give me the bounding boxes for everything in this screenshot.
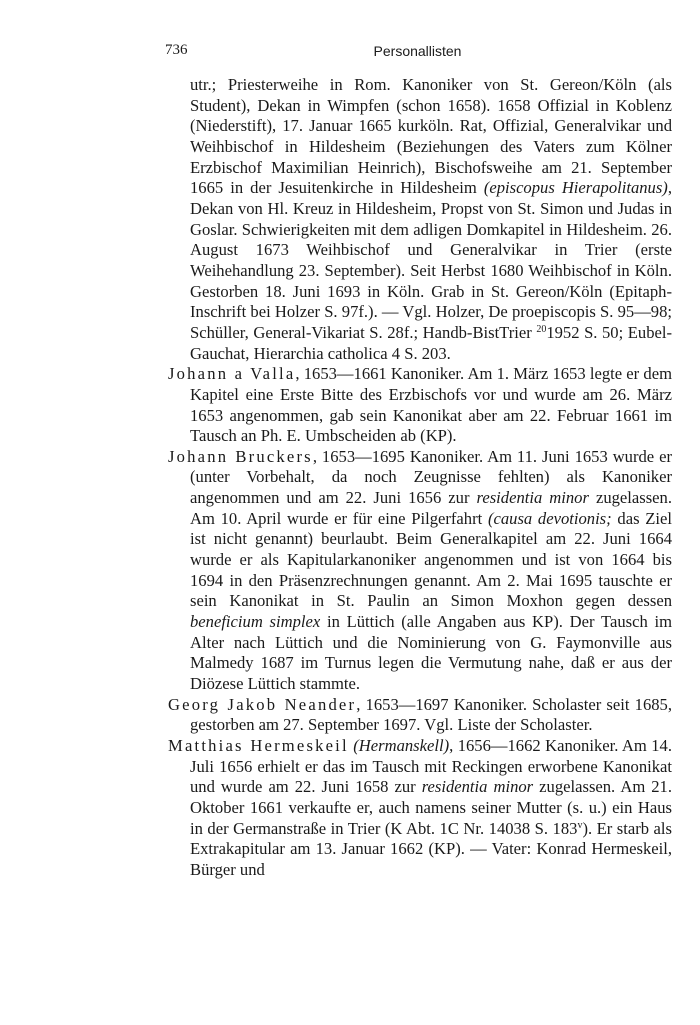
- entry-matthias-hermeskeil: Matthias Hermeskeil (Hermanskell), 1656—1662 Kanoniker. Am 14. Juli 1656 erhielt er das im Tausch mit Reckingen erworbene Kanonikat und wurde am 22. Juni 1658 zur residentia minor zugelassen. Am 21. Oktober 1661 verkaufte er, auch namens seiner Mutter (s. u.) ein Haus in der Germanstraße in Trier (K Abt. 1C Nr. 14038 S. 183$^v$). Er starb als Extrakapitular am 13. Januar 1662 (KP). — Vater: Konrad Hermeskeil, Bürger und: [168, 736, 673, 879]
- person-name: Matthias Hermeskeil: [168, 736, 349, 755]
- body-text: [168, 75, 672, 881]
- person-name: Johann Bruckers: [168, 446, 313, 466]
- running-title: Personallisten: [373, 43, 462, 59]
- entry-johann-a-valla: Johann a Valla, 1653—1661 Kanoniker. Am 1. März 1653 legte er dem Kapitel eine Erste Bitte des Erzbischofs vor und wurde am 26. März 1653 angenommen, gab sein Kanonikat aber am 22. Februar 1661 im Tausch an Ph. E. Umbscheiden ab (KP).: [168, 364, 672, 446]
- entry-johann-bruckers: Johann Bruckers, 1653—1695 Kanoniker. Am 11. Juni 1653 wurde er (unter Vorbehalt, da noch Zeugnisse fehlten) als Kanoniker angenommen und am 22. Juni 1656 zur residentia minor zugelassen. Am 10. April wurde er für eine Pilgerfahrt (causa devotionis; das Ziel ist nicht genannt) beurlaubt. Beim Generalkapitel am 22. Juni 1664 wurde er als Kapitularkanoniker angenommen und ist von 1664 bis 1694 in den Präsenzrechnungen genannt. Am 2. Mai 1695 tauschte er sein Kanonikat in St. Paulin an Simon Moxhon gegen dessen beneficium simplex in Lüttich (alle Angaben aus KP). Der Tausch im Alter nach Lüttich und die Nominierung von G. Faymonville aus Malmedy 1687 im Turnus legen die Vermutung nahe, daß er aus der Diözese Lüttich stammte.: [168, 446, 672, 694]
- person-name: Johann a Valla: [168, 364, 296, 384]
- entry-georg-jakob-neander: Georg Jakob Neander, 1653—1697 Kanoniker. Scholaster seit 1685, gestorben am 27. September 1697. Vgl. Liste der Scholaster.: [168, 694, 672, 735]
- person-name: Georg Jakob Neander: [168, 694, 357, 714]
- running-head: [165, 42, 670, 62]
- entry-continuation: utr.; Priesterweihe in Rom. Kanoniker von St. Gereon/Köln (als Student), Dekan in Wimpfen (schon 1658). 1658 Offizial in Koblenz (Niederstift), 17. Januar 1665 kurköln. Rat, Offizial, Generalvikar und Weihbischof in Hildesheim (Beziehungen des Vaters zum Kölner Erzbischof Maximilian Heinrich), Bischofsweihe am 21. September 1665 in der Jesuitenkirche in Hildesheim (episcopus Hierapolitanus), Dekan von Hl. Kreuz in Hildesheim, Propst von St. Simon und Judas in Goslar. Schwierigkeiten mit dem adligen Domkapitel in Hildesheim. 26. August 1673 Weihbischof und Generalvikar in Trier (erste Weihehandlung 23. September). Seit Herbst 1680 Weihbischof in Köln. Gestorben 18. Juni 1693 in Köln. Grab in St. Gereon/Köln (Epitaph-Inschrift bei Holzer S. 97f.). — Vgl. Holzer, De proepiscopis S. 95—98; Schüller, General-Vikariat S. 28f.; Handb-BistTrier $^{20}$1952 S. 50; Eubel-Gauchat, Hierarchia catholica 4 S. 203.: [190, 75, 672, 363]
- page-number: 736: [165, 42, 188, 58]
